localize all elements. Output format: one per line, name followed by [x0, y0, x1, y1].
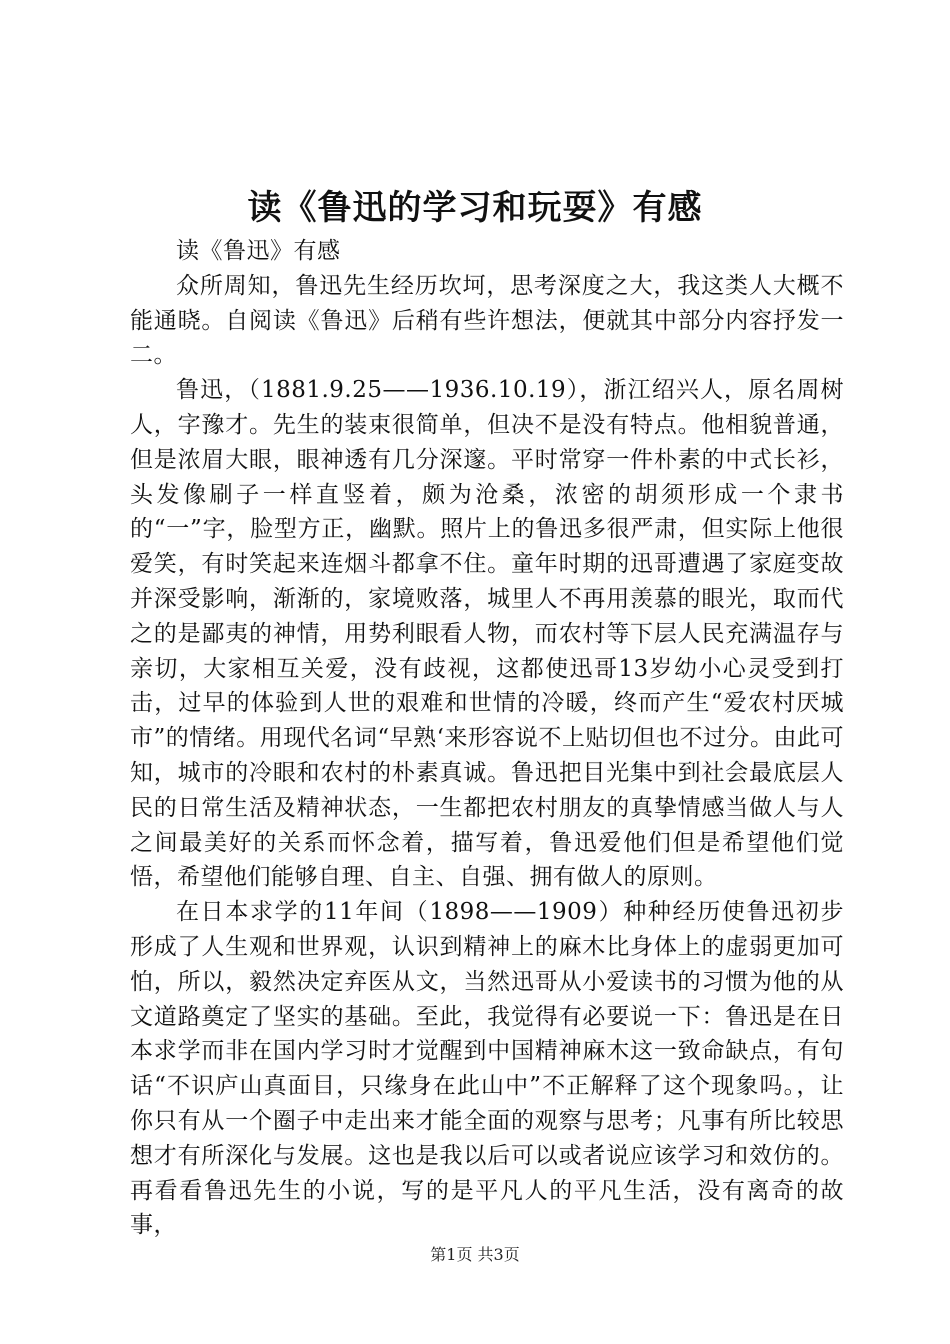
paragraph-3: 在日本求学的11年间（1898——1909）种种经历使鲁迅初步形成了人生观和世界观，认识到精神上的麻木比身体上的虚弱更加可怕，所以，毅然决定弃医从文，当然迅哥从小爱读书的习惯为他的从文道路奠定了坚实的基础。至此，我觉得有必要说一下：鲁迅是在日本求学而非在国内学习时才觉醒到中国精神麻木这一致命缺点，有句话“不识庐山真面目，只缘身在此山中”不正解释了这个现象吗。，让你只有从一个圈子中走出来才能全面的观察与思考；凡事有所比较思想才有所深化与发展。这也是我以后可以或者说应该学习和效仿的。再看看鲁迅先生的小说，写的是平凡人的平凡生活，没有离奇的故事， [130, 899, 844, 1239]
paragraph-2: 鲁迅，（1881.9.25——1936.10.19），浙江绍兴人，原名周树人，字豫才。先生的装束很简单，但决不是没有特点。他相貌普通，但是浓眉大眼，眼神透有几分深邃。平时常穿一件朴素的中式长衫，头发像刷子一样直竖着，颇为沧桑，浓密的胡须形成一个隶书的“一”字，脸型方正，幽默。照片上的鲁迅多很严肃，但实际上他很爱笑，有时笑起来连烟斗都拿不住。童年时期的迅哥遭遇了家庭变故并深受影响，渐渐的，家境败落，城里人不再用羡慕的眼光，取而代之的是鄙夷的神情，用势利眼看人物，而农村等下层人民充满温存与亲切，大家相互关爱，没有歧视，这都使迅哥13岁幼小心灵受到打击，过早的体验到人世的艰难和世情的冷暖，终而产生“爱农村厌城市”的情绪。用现代名词“早熟‘来形容说不上贴切但也不过分。由此可知，城市的冷眼和农村的朴素真诚。鲁迅把目光集中到社会最底层人民的日常生活及精神状态，一生都把农村朋友的真挚情感当做人与人之间最美好的关系而怀念着，描写着，鲁迅爱他们但是希望他们觉悟，希望他们能够自理、自主、自强、拥有做人的原则。 [130, 377, 844, 891]
document-title: 读《鲁迅的学习和玩耍》有感 [247, 188, 703, 228]
paragraph-1: 众所周知，鲁迅先生经历坎坷，思考深度之大，我这类人大概不能通晓。自阅读《鲁迅》后稍有些许想法，便就其中部分内容抒发一二。 [130, 272, 844, 369]
document-body [130, 234, 844, 1243]
document-subtitle: 读《鲁迅》有感 [176, 238, 341, 264]
page-footer: 第1页 共3页 [430, 1245, 520, 1264]
